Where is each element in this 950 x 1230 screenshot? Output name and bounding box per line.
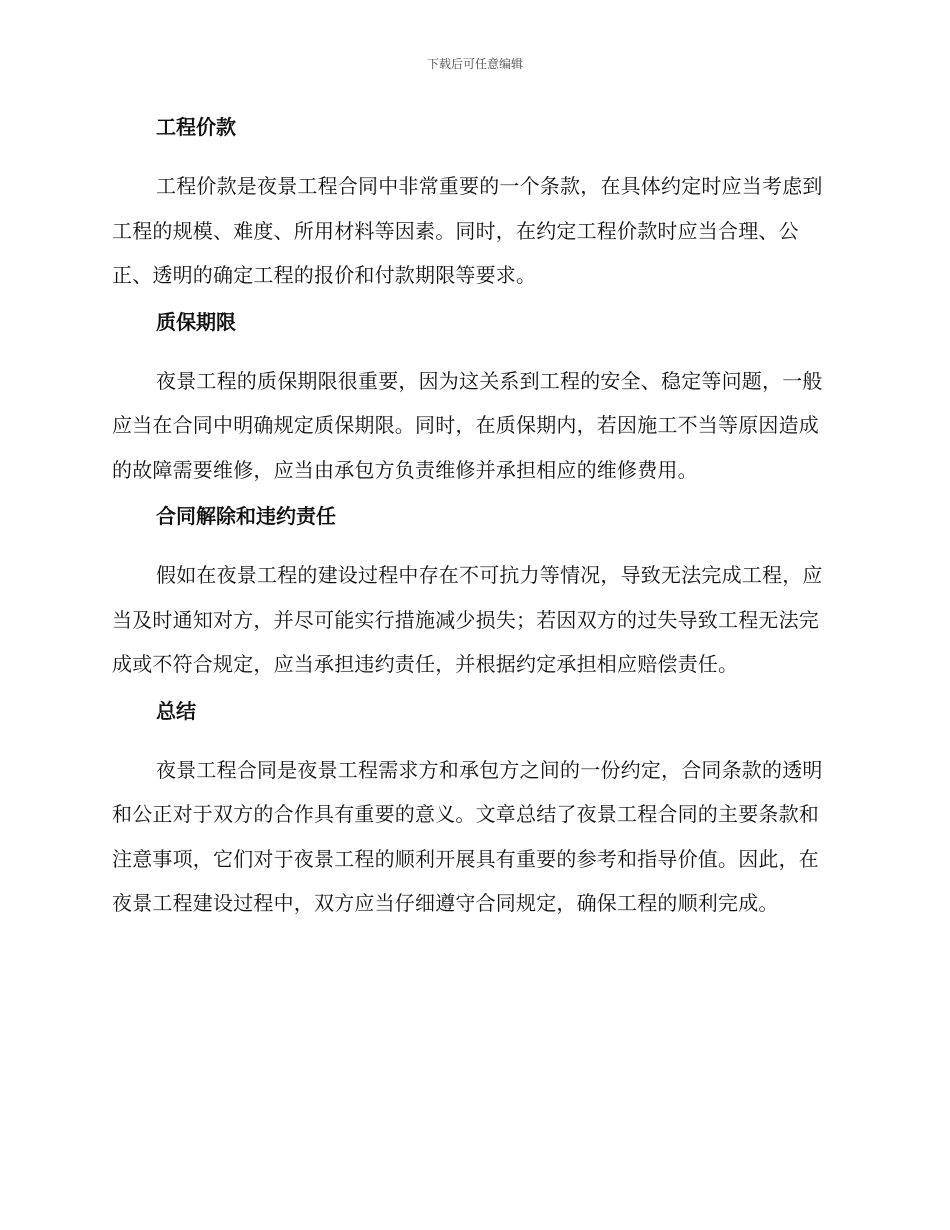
document-content [112,112,832,935]
section-body-summary: 夜景工程合同是夜景工程需求方和承包方之间的一份约定，合同条款的透明和公正对于双方的合作具有重要的意义。文章总结了夜景工程合同的主要条款和注意事项，它们对于夜景工程的顺利开展具有重要的参考和指导价值。因此，在夜景工程建设过程中，双方应当仔细遵守合同规定，确保工程的顺利完成。 [112,757,823,915]
section-heading-summary: 总结 [156,698,196,723]
section-heading-project-price: 工程价款 [156,115,236,139]
section-heading-termination-liability: 合同解除和违约责任 [156,504,336,528]
page-header-note: 下载后可任意编辑 [426,57,523,71]
section-body-warranty-period: 夜景工程的质保期限很重要，因为这关系到工程的安全、稳定等问题，一般应当在合同中明确规定质保期限。同时，在质保期内，若因施工不当等原因造成的故障需要维修，应当由承包方负责维修并承担相应的维修费用。 [112,368,823,482]
section-body-termination-liability: 假如在夜景工程的建设过程中存在不可抗力等情况，导致无法完成工程，应当及时通知对方，并尽可能实行措施减少损失；若因双方的过失导致工程无法完成或不符合规定，应当承担违约责任，并根据约定承担相应赔偿责任。 [112,563,823,676]
section-heading-warranty-period: 质保期限 [156,309,236,334]
section-body-project-price: 工程价款是夜景工程合同中非常重要的一个条款，在具体约定时应当考虑到工程的规模、难度、所用材料等因素。同时，在约定工程价款时应当合理、公正、透明的确定工程的报价和付款期限等要求。 [112,174,823,287]
